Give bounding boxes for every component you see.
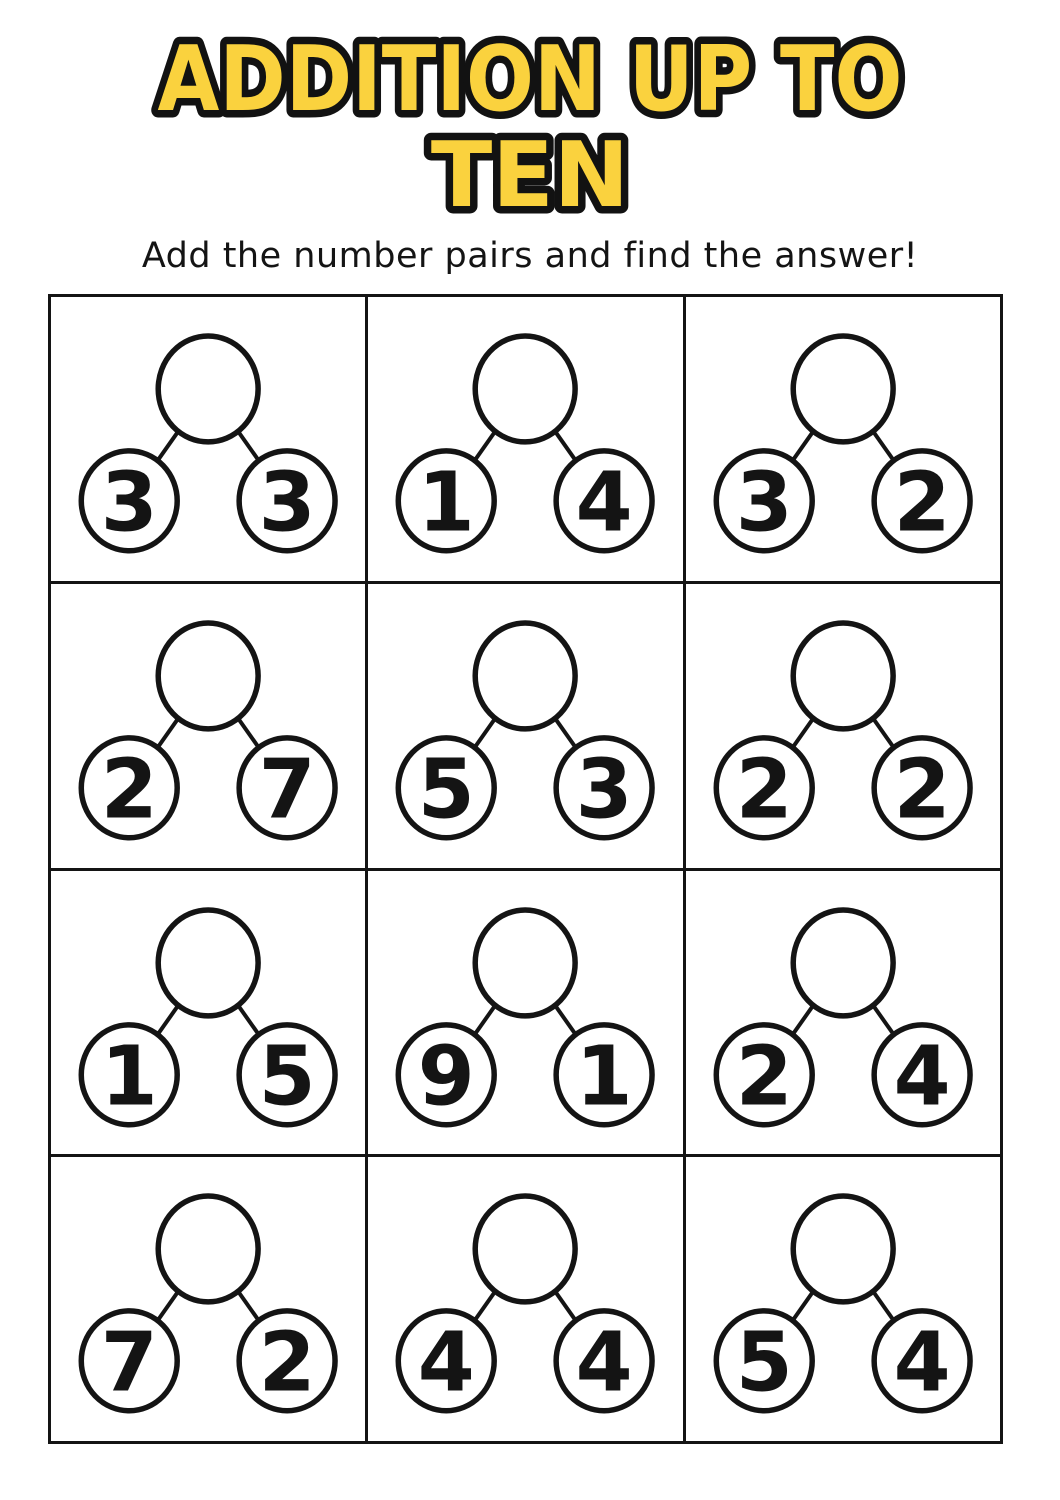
- addend-right: 2: [258, 1315, 316, 1411]
- number-bond-cell: [51, 1157, 365, 1441]
- number-bond-cell: [51, 584, 365, 868]
- number-bond-diagram: [368, 584, 682, 868]
- addend-left: 9: [418, 1028, 476, 1124]
- number-bond-diagram: [51, 297, 365, 581]
- addend-right: 4: [575, 1315, 633, 1411]
- number-bond-diagram: [686, 871, 1000, 1155]
- addend-left: 2: [735, 742, 793, 838]
- addend-left: 2: [735, 1028, 793, 1124]
- addend-left: 7: [100, 1315, 158, 1411]
- addend-right: 2: [893, 455, 951, 551]
- addend-right: 3: [575, 742, 633, 838]
- number-bond-grid: [48, 294, 1003, 1444]
- answer-circle: [476, 1196, 576, 1302]
- number-bond-cell: [368, 1157, 682, 1441]
- answer-circle: [158, 336, 258, 442]
- addend-left: 3: [100, 455, 158, 551]
- answer-circle: [476, 909, 576, 1015]
- answer-circle: [158, 623, 258, 729]
- number-bond-cell: [51, 871, 365, 1155]
- answer-circle: [476, 336, 576, 442]
- addend-left: 1: [418, 455, 476, 551]
- answer-circle: [793, 623, 893, 729]
- number-bond-diagram: [368, 871, 682, 1155]
- number-bond-diagram: [686, 297, 1000, 581]
- number-bond-diagram: [51, 584, 365, 868]
- number-bond-diagram: [686, 584, 1000, 868]
- addend-left: 4: [418, 1315, 476, 1411]
- addend-left: 1: [100, 1028, 158, 1124]
- number-bond-cell: [686, 1157, 1000, 1441]
- number-bond-cell: [51, 297, 365, 581]
- instructions-text: Add the number pairs and find the answer!: [141, 236, 919, 276]
- addend-right: 4: [575, 455, 633, 551]
- addend-left: 3: [735, 455, 793, 551]
- number-bond-cell: [686, 584, 1000, 868]
- answer-circle: [158, 1196, 258, 1302]
- answer-circle: [793, 909, 893, 1015]
- number-bond-diagram: [368, 1157, 682, 1441]
- number-bond-cell: [368, 584, 682, 868]
- title-line-1: ADDITION UP TO: [157, 27, 903, 132]
- number-bond-cell: [368, 871, 682, 1155]
- number-bond-diagram: [51, 871, 365, 1155]
- number-bond-cell: [686, 297, 1000, 581]
- number-bond-diagram: [368, 297, 682, 581]
- page-title: [0, 18, 1060, 228]
- answer-circle: [793, 336, 893, 442]
- addend-right: 4: [893, 1315, 951, 1411]
- answer-circle: [158, 909, 258, 1015]
- number-bond-cell: [368, 297, 682, 581]
- addend-right: 5: [258, 1028, 316, 1124]
- answer-circle: [793, 1196, 893, 1302]
- number-bond-diagram: [51, 1157, 365, 1441]
- answer-circle: [476, 623, 576, 729]
- title-line-2: TEN: [430, 123, 630, 228]
- addend-right: 3: [258, 455, 316, 551]
- addend-right: 7: [258, 742, 316, 838]
- addend-right: 4: [893, 1028, 951, 1124]
- number-bond-diagram: [686, 1157, 1000, 1441]
- addend-left: 5: [735, 1315, 793, 1411]
- addend-left: 5: [418, 742, 476, 838]
- addend-right: 2: [893, 742, 951, 838]
- addend-right: 1: [575, 1028, 633, 1124]
- addend-left: 2: [100, 742, 158, 838]
- number-bond-cell: [686, 871, 1000, 1155]
